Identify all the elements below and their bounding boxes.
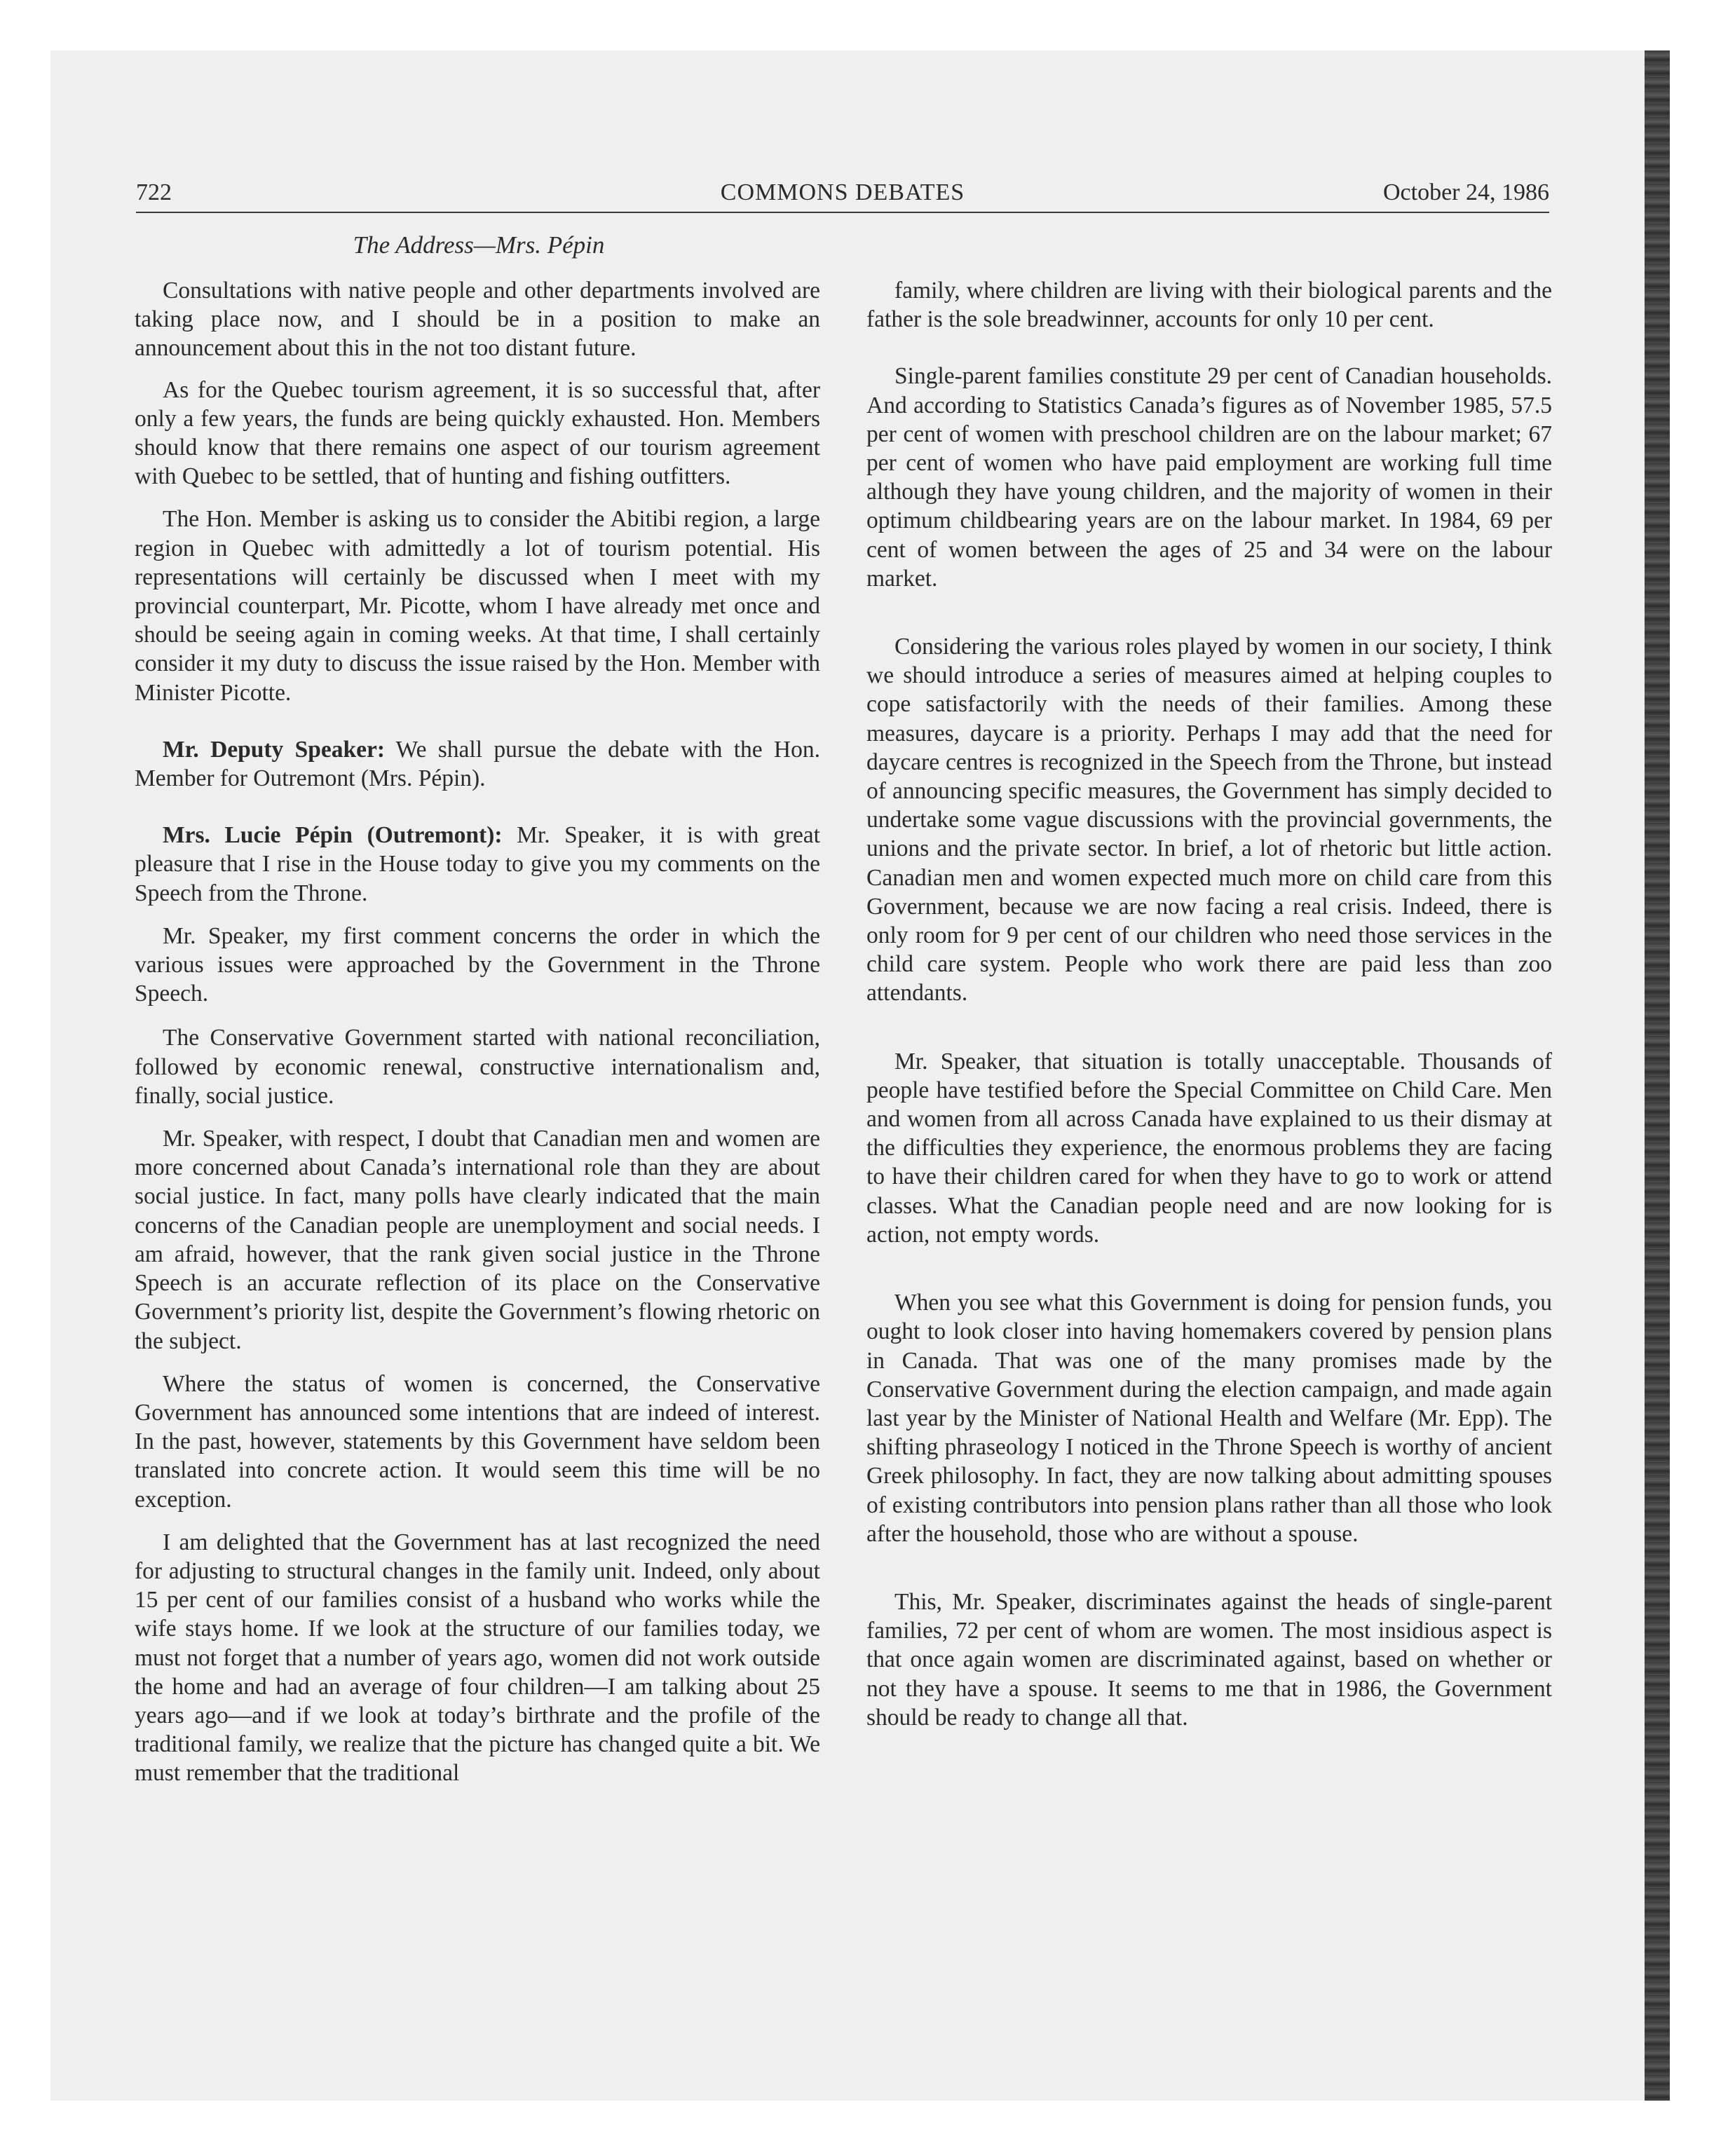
header-date: October 24, 1986: [1382, 179, 1549, 205]
paragraph: Considering the various roles played by women in our society, I think we should introduce a series of measures aimed at helping couples to cope satisfactorily with the needs of their families. Among these measures, daycare is a priority. Perhaps I may add that the need for daycare centres is recognized in the Speech from the Throne, but instead of announcing specific measures, the Government has simply decided to undertake some vague discussions with the provincial governments, the unions and the private sector. In brief, a lot of rhetoric but little action. Canadian men and women expected much more on child care from this Government, because we are now facing a real crisis. Indeed, there is only room for 9 per cent of our children who need those services in the child care system. People who work there are paid less than zoo attendants.: [866, 634, 1552, 1007]
left-column: [135, 276, 820, 1788]
paragraph: The Hon. Member is asking us to consider the Abitibi region, a large region in Quebec with admittedly a lot of tourism potential. His representations will certainly be discussed when I meet with my provincial counterpart, Mr. Picotte, whom I have already met once and should be seeing again in coming weeks. At that time, I shall certainly consider it my duty to discuss the issue raised by the Hon. Member with Minister Picotte.: [135, 506, 820, 706]
paragraph: The Conservative Government started with national reconciliation, followed by economic renewal, constructive internationalism and, finally, social justice.: [135, 1025, 820, 1109]
paragraph: Mr. Speaker, that situation is totally unacceptable. Thousands of people have testified before the Special Committee on Child Care. Men and women from all across Canada have explained to us their dismay at the difficulties they experience, the enormous problems they are facing to have their children cared for when they have to go to work or attend classes. What the Canadian people need and are now looking for is action, not empty words.: [866, 1048, 1552, 1248]
paragraph: Where the status of women is concerned, the Conservative Government has announced some intentions that are indeed of interest. In the past, however, statements by this Government have seldom been translated into concrete action. It would seem this time will be no exception.: [135, 1370, 820, 1513]
speaker-name: Mrs. Lucie Pépin (Outremont):: [163, 822, 503, 849]
publication-title: COMMONS DEBATES: [720, 179, 965, 205]
scan-edge-shadow: [1645, 50, 1670, 2101]
paragraph: Mrs. Lucie Pépin (Outremont): Mr. Speaker, it is with great pleasure that I rise in the House today to give you my comments on the Speech from the Throne.: [135, 822, 820, 906]
page-header: [136, 177, 1549, 213]
paragraph: Mr. Deputy Speaker: We shall pursue the debate with the Hon. Member for Outremont (Mrs. Pépin).: [135, 736, 820, 792]
paragraph: This, Mr. Speaker, discriminates against the heads of single-parent families, 72 per cent of whom are women. The most insidious aspect is that once again women are discriminated against, based on whether or not they have a spouse. It seems to me that in 1986, the Government should be ready to change all that.: [866, 1588, 1552, 1731]
paragraph: I am delighted that the Government has at last recognized the need for adjusting to structural changes in the family unit. Indeed, only about 15 per cent of our families consist of a husband who works while the wife stays home. If we look at the structure of our families today, we must not forget that a number of years ago, women did not work outside the home and had an average of four children—I am talking about 25 years ago—and if we look at today’s birthrate and the profile of the traditional family, we realize that the picture has changed quite a bit. We must remember that the traditional: [135, 1529, 820, 1787]
paragraph: As for the Quebec tourism agreement, it is so successful that, after only a few years, the funds are being quickly exhausted. Hon. Members should know that there remains one aspect of our tourism agreement with Quebec to be settled, that of hunting and fishing outfitters.: [135, 376, 820, 490]
paragraph: Mr. Speaker, with respect, I doubt that Canadian men and women are more concerned about Canada’s international role than they are about social justice. In fact, many polls have clearly indicated that the main concerns of the Canadian people are unemployment and social needs. I am afraid, however, that the rank given social justice in the Throne Speech is an accurate reflection of its place on the Conservative Government’s priority list, despite the Government’s flowing rhetoric on the subject.: [135, 1126, 820, 1354]
speaker-name: Mr. Deputy Speaker:: [163, 736, 385, 763]
paragraph: When you see what this Government is doing for pension funds, you ought to look closer into having homemakers covered by pension plans in Canada. That was one of the many promises made by the Conservative Government during the election campaign, and made again last year by the Minister of National Health and Welfare (Mr. Epp). The shifting phraseology I noticed in the Throne Speech is worthy of ancient Greek philosophy. In fact, they are now talking about admitting spouses of existing contributors into pension plans rather than all those who look after the household, those who are without a spouse.: [866, 1290, 1552, 1547]
running-head: The Address—Mrs. Pépin: [353, 231, 605, 259]
paragraph: family, where children are living with their biological parents and the father is the sole breadwinner, accounts for only 10 per cent.: [866, 278, 1552, 333]
page-number: 722: [136, 179, 172, 205]
paragraph: Mr. Speaker, my first comment concerns the order in which the various issues were approached by the Government in the Throne Speech.: [135, 922, 820, 1007]
paragraph: Single-parent families constitute 29 per cent of Canadian households. And according to Statistics Canada’s figures as of November 1985, 57.5 per cent of women with preschool children are on the labour market; 67 per cent of women who have paid employment are working full time although they have young children, and the majority of women in their optimum childbearing years are on the labour market. In 1984, 69 per cent of women between the ages of 25 and 34 were on the labour market.: [866, 363, 1552, 592]
paragraph: Consultations with native people and other departments involved are taking place now, and I should be in a position to make an announcement about this in the not too distant future.: [135, 278, 820, 362]
right-column: [866, 276, 1552, 1732]
